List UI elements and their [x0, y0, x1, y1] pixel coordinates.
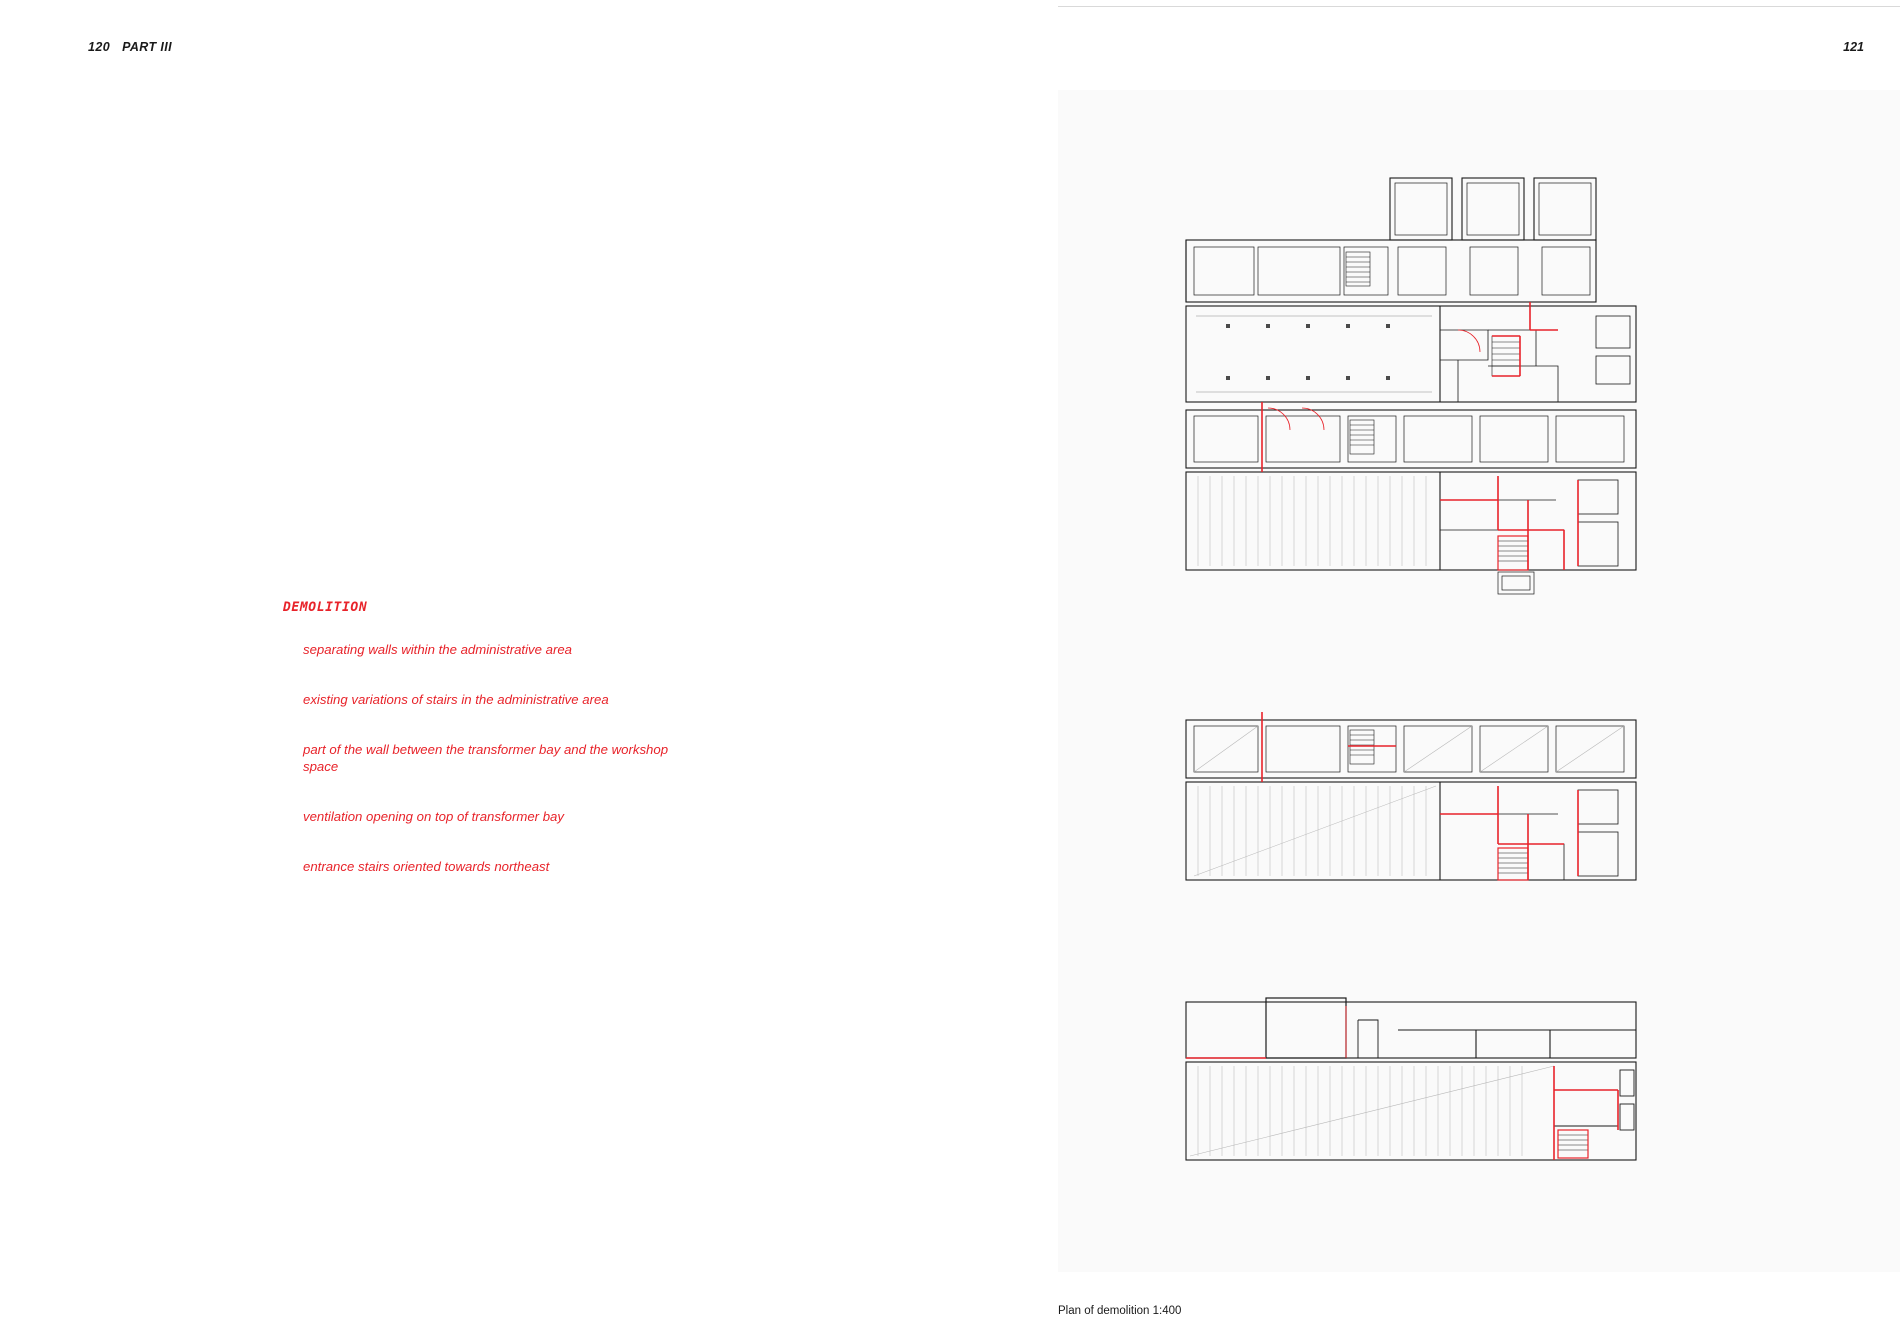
note-item: existing variations of stairs in the administrative area: [303, 691, 609, 707]
demolition-plan-figure: [1058, 90, 1900, 1272]
figure-caption: Plan of demolition 1:400: [1058, 1305, 1182, 1317]
folio-left: [88, 40, 172, 54]
note-item: separating walls within the administrative area: [303, 642, 573, 657]
plan-first-floor: [1058, 690, 1900, 980]
note-item: ventilation opening on top of transformer bay: [303, 809, 564, 825]
part-label: PART III: [122, 40, 173, 54]
plan-second-floor: [1058, 380, 1900, 690]
note-item: entrance stairs oriented towards northeast: [303, 859, 550, 875]
note-item: part of the wall between the transformer bay and the workshop space: [303, 741, 669, 775]
page-number-right: 121: [1843, 40, 1864, 54]
page-number-left: 120: [88, 40, 111, 54]
demolition-notes: [283, 600, 703, 876]
demolition-title: DEMOLITION: [283, 600, 368, 615]
plan-ground-floor: [1058, 970, 1900, 1240]
figure-top-rule: [1058, 6, 1900, 7]
